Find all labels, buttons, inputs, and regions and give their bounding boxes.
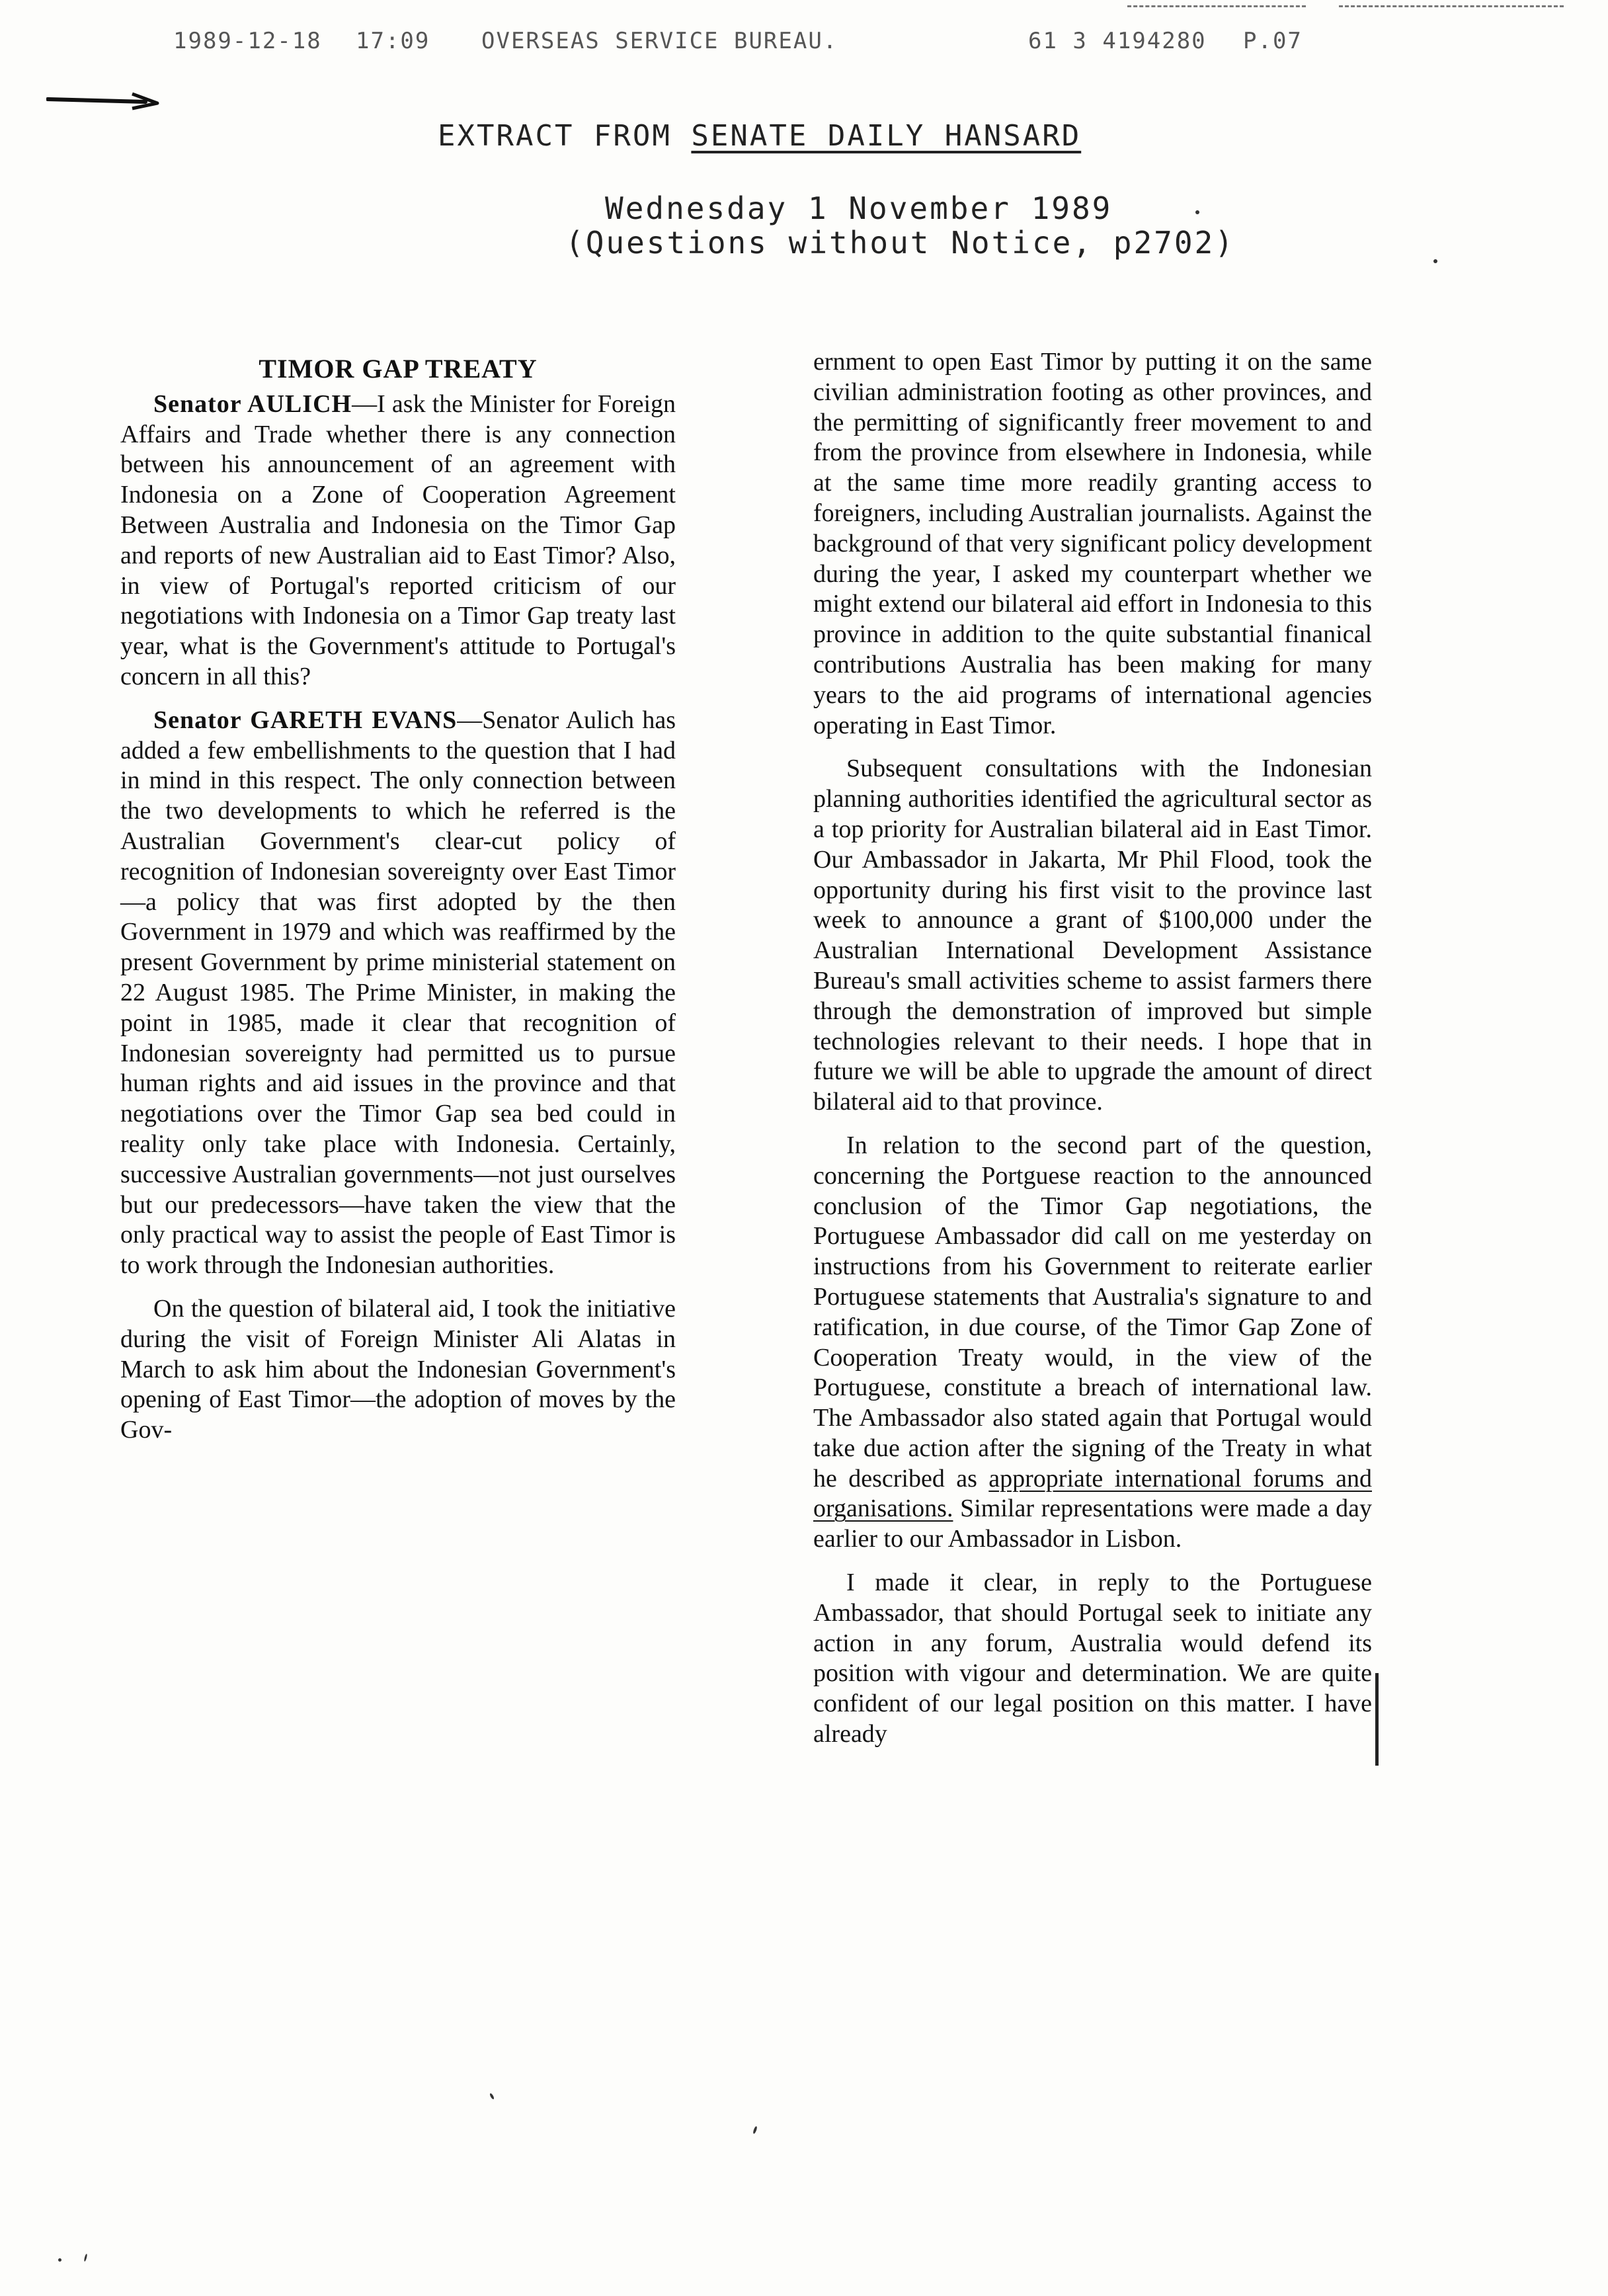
- margin-ink-mark: [1375, 1673, 1379, 1766]
- right-column: [813, 347, 1372, 1763]
- fax-number: 61 3 4194280: [1028, 28, 1207, 54]
- margin-arrow-icon: [46, 85, 165, 111]
- question-speaker: Senator AULICH: [153, 390, 352, 418]
- fax-dash-rule: [1127, 5, 1306, 7]
- fax-dash-rule: [1339, 5, 1564, 7]
- sitting-date: Wednesday 1 November 1989: [605, 190, 1113, 226]
- answer-speaker: Senator GARETH EVANS: [153, 706, 458, 734]
- speck: [83, 2254, 87, 2262]
- speck: [1433, 259, 1437, 263]
- sitting-reference: (Questions without Notice, p2702): [565, 225, 1235, 261]
- fax-page-number: P.07: [1243, 28, 1303, 54]
- fax-date: 1989-12-18: [173, 28, 322, 54]
- fax-sender: OVERSEAS SERVICE BUREAU.: [481, 28, 838, 54]
- question-text: —I ask the Minister for Foreign Affairs and Trade whether there is any connection between his announcement of an agreement with Indonesia on a Zone of Cooperation Agreement Between Australia and Indonesia on the Timor Gap and reports of new Australian aid to East Timor? Also, in view of Portugal's reported criticism of our negotiations with Indonesia on a Timor Gap treaty last year, what is the Government's attitude to Portugal's concern in all this?: [120, 390, 676, 690]
- portuguese-reaction-text: In relation to the second part of the question, concerning the Portguese reaction to the announced conclusion of the Timor Gap negotiations, the Portuguese Ambassador did call on me yesterday on instructions from his Government to reiterate earlier Portuguese statements that Australia's signature to and ratification, in due course, of the Timor Gap Zone of Cooperation Treaty would, in the view of the Portuguese, constitute a breach of international law. The Ambassador also stated again that Portugal would take due action after the signing of the Treaty in what he described as: [813, 1131, 1372, 1493]
- bilateral-aid-paragraph: On the question of bilateral aid, I took the initiative during the visit of Foreign Minister Ali Alatas in March to ask him about the Indonesian Government's opening of East Timor—the adoption of moves by the Gov-: [120, 1294, 676, 1444]
- speck: [1195, 210, 1199, 214]
- speck: [58, 2258, 61, 2262]
- speck: [489, 2093, 495, 2100]
- left-column: [120, 354, 676, 1459]
- portuguese-reaction-paragraph: [813, 1131, 1372, 1555]
- handwritten-underline: appropriate international forums and organisations.: [813, 1464, 1372, 1523]
- question-paragraph: [120, 390, 676, 692]
- speck: [752, 2126, 758, 2135]
- extract-prefix: EXTRACT FROM: [438, 119, 672, 153]
- answer-text: —Senator Aulich has added a few embellishments to the question that I had in mind in this respect. The only connection between the two developments to which he referred is the Australian Government's clear-cut policy of recognition of Indonesian sovereignty over East Timor—a policy that was first adopted by the then Government in 1979 and which was reaffirmed by the present Government by prime ministerial statement on 22 August 1985. The Prime Minister, in making the point in 1985, made it clear that recognition of Indonesian sovereignty had permitted us to pursue human rights and aid issues in the province and that negotiations over the Timor Gap sea bed could in reality only take place with Indonesia. Certainly, successive Australian governments—not just ourselves but our predecessors—have taken the view that the only practical way to assist the people of East Timor is to work through the Indonesian authorities.: [120, 706, 676, 1280]
- fax-header: [0, 28, 1608, 61]
- portuguese-reaction-text-end: Similar representations were made a day earlier to our Ambassador in Lisbon.: [813, 1495, 1372, 1553]
- consultations-paragraph: Subsequent consultations with the Indonesian planning authorities identified the agricultural sector as a top priority for Australian bilateral aid in East Timor. Our Ambassador in Jakarta, Mr Phil Flood, took the opportunity during his first visit to the province last week to announce a grant of $100,000 under the Australian International Development Assistance Bureau's small activities scheme to assist farmers there through the demonstration of improved but simple technologies relevant to their needs. I hope that in future we will be able to upgrade the amount of direct bilateral aid to that province.: [813, 755, 1372, 1116]
- reply-paragraph: I made it clear, in reply to the Portuguese Ambassador, that should Portugal seek to initiate any action in any forum, Australia would defend its position with vigour and determination. We are quite confident of our legal position on this matter. I have already: [813, 1569, 1372, 1748]
- article-heading: TIMOR GAP TREATY: [259, 354, 538, 384]
- answer-paragraph: [120, 706, 676, 1281]
- fax-time: 17:09: [356, 28, 430, 54]
- extract-source: SENATE DAILY HANSARD: [691, 119, 1082, 153]
- bilateral-aid-continued: ernment to open East Timor by putting it on the same civilian administration footing as other provinces, and the permitting of significantly freer movement to and from the province from elsewhere in Indonesia, while at the same time more readily granting access to foreigners, including Australian journalists. Against the background of that very significant policy development during the year, I asked my counterpart whether we might extend our bilateral aid effort in Indonesia to this province in addition to the quite substantial finanical contributions Australia has been making for many years to the aid programs of international agencies operating in East Timor.: [813, 348, 1372, 739]
- extract-title: [438, 119, 1081, 153]
